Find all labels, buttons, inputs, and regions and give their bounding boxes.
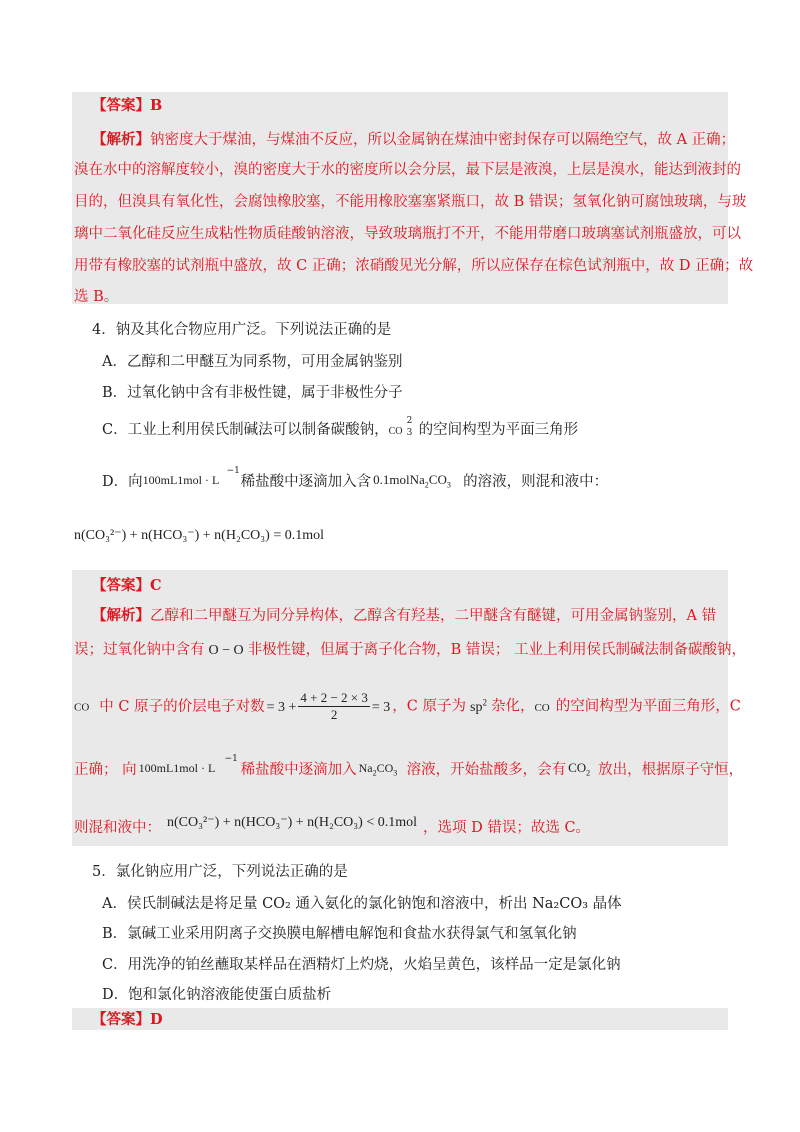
analysis-line: 选 B。: [74, 289, 119, 305]
answer-tag: 【答案】: [92, 97, 150, 114]
question-4-option-d: D．向 100mL1mol · L −1 稀盐酸中逐滴加入含 $0.1molNa_2CO_3$ 的溶液，则混和液中：: [102, 466, 609, 490]
analysis-tag: 【解析】: [92, 131, 150, 148]
answer-block-3: [72, 1008, 728, 1030]
carbonate-formula: CO: [74, 701, 90, 714]
question-4-equation: n(CO₃²⁻) + n(HCO₃⁻) + n(H₂CO₃) = 0.1mol: [74, 528, 325, 543]
hybridization-formula: $sp^2$: [470, 696, 487, 715]
analysis-line: 正确； 向 100mL1mol · L −1 稀盐酸中逐滴加入 $Na_2CO_3$ 溶液，开始盐酸多，会有 $CO_2$ 放出，根据原子守恒，: [74, 754, 744, 778]
question-5-option-a: A．侯氏制碱法是将足量 CO₂ 通入氨化的氯化钠饱和溶液中，析出 Na₂CO₃ 晶体: [102, 896, 622, 912]
question-5-option-d: D．饱和氯化钠溶液能使蛋白质盐析: [102, 987, 332, 1003]
answer-line-2: [92, 576, 162, 596]
question-5-option-c: C．用洗净的铂丝蘸取某样品在酒精灯上灼烧，火焰呈黄色，该样品一定是氯化钠: [102, 957, 621, 973]
question-4-option-a: A．乙醇和二甲醚互为同系物，可用金属钠鉴别: [102, 354, 403, 370]
analysis-line: 则混和液中： n(CO₃²⁻) + n(HCO₃⁻) + n(H₂CO₃) < 0.1mol ，选项 D 错误；故选 C。: [74, 815, 591, 836]
analysis-line: 溴在水中的溶解度较小，溴的密度大于水的密度所以会分层，最下层是液溴，上层是溴水，能达到液封的: [74, 162, 741, 178]
analysis-tag: 【解析】: [92, 607, 150, 624]
question-4-option-c: C．工业上利用侯氏制碱法可以制备碳酸钠， CO 2 3 的空间构型为平面三角形: [102, 416, 579, 438]
answer-value: B: [150, 97, 163, 114]
question-5-stem: 5．氯化钠应用广泛，下列说法正确的是: [92, 864, 348, 880]
answer-value: C: [150, 577, 162, 594]
analysis-line: 璃中二氧化硅反应生成粘性物质硅酸钠溶液，导致玻璃瓶打不开，不能用带磨口玻璃塞试剂瓶盛放，可以: [74, 226, 741, 242]
question-4-option-b: B．过氧化钠中含有非极性键，属于非极性分子: [102, 385, 403, 401]
answer-tag: 【答案】: [92, 1011, 150, 1028]
analysis-line: 【解析】钠密度大于煤油，与煤油不反应，所以金属钠在煤油中密封保存可以隔绝空气，故 A 正确；: [92, 131, 736, 148]
oxygen-bond-formula: O − O: [208, 643, 244, 658]
carbonate-formula: CO: [534, 701, 550, 714]
question-5-option-b: B．氯碱工业采用阴离子交换膜电解槽电解饱和食盐水获得氯气和氢氧化钠: [102, 926, 577, 942]
mole-conservation-equation: n(CO₃²⁻) + n(HCO₃⁻) + n(H₂CO₃) < 0.1mol: [167, 815, 418, 830]
answer-line-1: [92, 96, 162, 116]
electron-pair-fraction: $\frac{4 + 2 - 2 \times 3}{2}$: [300, 690, 368, 722]
question-4-stem: 4．钠及其化合物应用广泛。下列说法正确的是: [92, 322, 392, 338]
answer-line-3: [92, 1010, 163, 1030]
answer-value: D: [150, 1011, 163, 1028]
answer-tag: 【答案】: [92, 577, 150, 594]
analysis-line: 【解析】乙醇和二甲醚互为同分异构体，乙醇含有羟基，二甲醚含有醚键，可用金属钠鉴别，A 错: [92, 607, 717, 624]
analysis-line: CO 中 C 原子的价层电子对数 = 3 + $\frac{4 + 2 - 2 \times 3}{2}$ = 3 ，C 原子为 $sp^2$ 杂化，CO 的空间构型为平面三角形，C: [74, 690, 741, 722]
analysis-line: 误；过氧化钠中含有 O − O 非极性键，但属于离子化合物，B 错误； 工业上利用侯氏制碱法制备碳酸钠，: [74, 642, 746, 658]
analysis-line: 用带有橡胶塞的试剂瓶中盛放，故 C 正确；浓硝酸见光分解，所以应保存在棕色试剂瓶中，故 D 正确；故: [74, 258, 754, 274]
analysis-line: 目的，但溴具有氧化性，会腐蚀橡胶塞，不能用橡胶塞塞紧瓶口，故 B 错误；氢氧化钠可腐蚀玻璃，与玻: [74, 194, 747, 210]
